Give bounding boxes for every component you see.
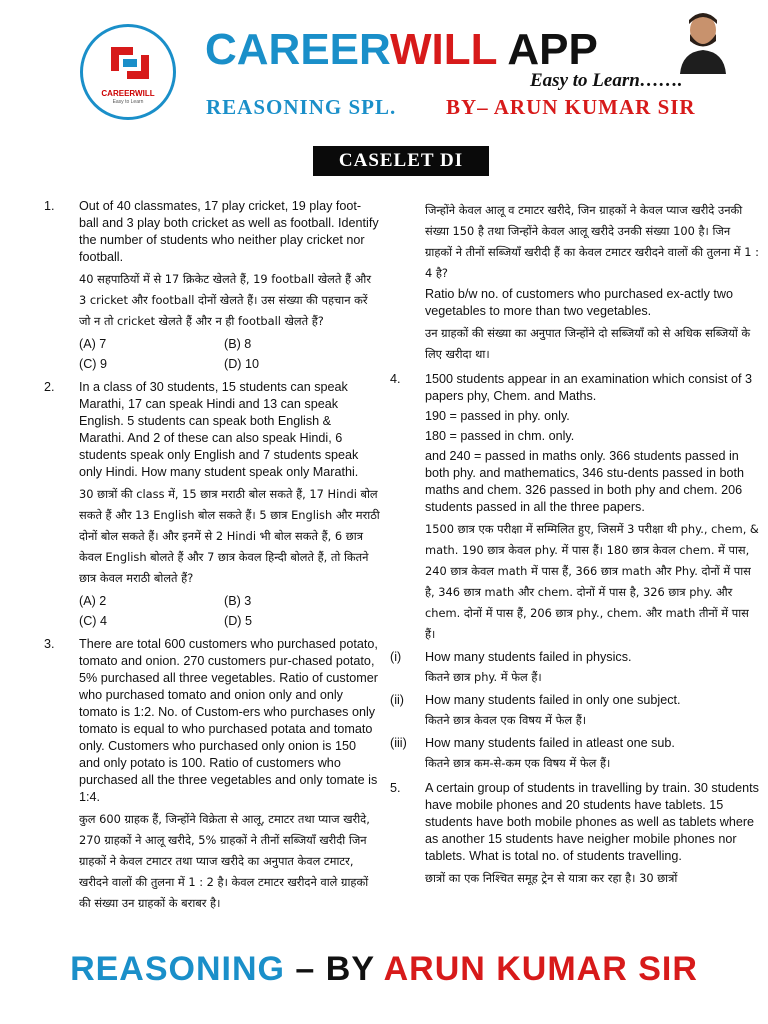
logo-mark-icon (109, 45, 151, 81)
sub-question-ii (390, 692, 760, 731)
logo-text: CAREERWILL (101, 89, 155, 98)
options (79, 593, 380, 630)
question-3 (44, 636, 380, 914)
question-text-en: A certain group of students in travelling by train. 30 students have mobile phones and 20 students have tablets. 15 students have both mobile phones as well as tablets where as another 15 students have neigher mobile phones nor tablets. What is total no. of students travelling. (425, 781, 759, 863)
app-title-career: CAREER (205, 25, 391, 74)
app-title-will: WILL (390, 25, 497, 74)
option-b: (B) 3 (224, 594, 252, 608)
question-text-hi: जिन्होंने केवल आलू व टमाटर खरीदे, जिन ग्राहकों ने केवल प्याज खरीदे उनकी संख्या 150 है तथा जिन्होंने केवल आलू खरीदे उनकी संख्या 100 है। जिन ग्राहकों ने तीनों सब्जियाँ खरीदी हैं का केवल टमाटर खरीदने वालों की तुलना में 1 : 4 है? (425, 203, 759, 280)
question-text-hi: छात्रों का एक निश्चित समूह ट्रेन से यात्रा कर रहा है। 30 छात्रों (425, 871, 678, 885)
careerwill-logo (80, 24, 176, 120)
sub-question-en: How many students failed in atleast one sub. (425, 736, 675, 750)
option-a: (A) 7 (79, 337, 107, 351)
question-1 (44, 198, 380, 373)
question-text-en: There are total 600 customers who purchased potato, tomato and onion. 270 customers pur-chased potato, 5% purchased all three vegetables. Ratio of customer who purchased tomato and onion only and only tomato is 1:2. No. of Custom-ers who purchases only tomato is equal to who purchased potata and tomato only. Customers who purchased only onion is 150 and only potato is 100. Ratio of customers who purchased all the three vegetables and only tomate is 1:4. (79, 637, 378, 804)
question-4 (390, 371, 760, 645)
question-line: 180 = passed in chm. only. (425, 429, 575, 443)
subject-label: REASONING SPL. (206, 95, 397, 119)
sub-question-hi: कितने छात्र कम-से-कम एक विषय में फेल हैं। (425, 756, 611, 770)
question-text-hi: 40 सहपाठियों में से 17 क्रिकेट खेलते हैं, 19 football खेलते हैं और 3 cricket और football दोनों खेलते हैं। उस संख्या की पहचान करें जो न तो cricket खेलते हैं और न ही football खेलते हैं? (79, 272, 371, 328)
question-2 (44, 379, 380, 630)
question-5 (390, 780, 760, 889)
topic-banner: CASELET DI (313, 146, 489, 176)
question-number: 3. (44, 637, 55, 651)
question-line: 190 = passed in phy. only. (425, 409, 570, 423)
logo-subtext: Easy to Learn (112, 99, 144, 105)
footer-author: ARUN KUMAR SIR (383, 950, 698, 988)
sub-question-en: Ratio b/w no. of customers who purchased ex-actly two vegetables to more than two vegetables. (425, 287, 733, 318)
right-column (390, 200, 760, 889)
footer-subject: REASONING (70, 950, 285, 988)
sub-question-number: (iii) (390, 736, 407, 750)
sub-question-en: How many students failed in physics. (425, 650, 632, 664)
sub-question-hi: कितने छात्र phy. में फेल हैं। (425, 670, 542, 684)
left-column (44, 198, 380, 914)
sub-question-number: (i) (390, 650, 402, 664)
question-3-continued (390, 200, 760, 365)
option-c: (C) 9 (79, 357, 107, 371)
question-text-hi: 30 छात्रों की class में, 15 छात्र मराठी बोल सकते हैं, 17 Hindi बोल सकते हैं और 13 English बोल सकते हैं। 5 छात्र English और मराठी दोनों बोल सकते हैं। और इनमें से 2 Hindi भी बोल सकते हैं, 6 छात्र केवल English बोलते हैं और 7 छात्र केवल हिन्दी बोलते हैं, तो कितने छात्र केवल मराठी बोलते हैं? (79, 487, 380, 585)
sub-question-hi: उन ग्राहकों की संख्या का अनुपात जिन्होंने दो सब्जियाँ को से अधिक सब्जियों के लिए खरीदा था। (425, 326, 751, 361)
question-text-en: 1500 students appear in an examination which consist of 3 papers phy, Chem. and Maths. (425, 372, 752, 403)
options (79, 336, 380, 373)
question-text-en: and 240 = passed in maths only. 366 students passed in both phy. and mathematics, 346 stu-dents passed in both maths and chem. 326 passed in both phy and chem. 206 students passed in all the three papers. (425, 449, 745, 514)
question-number: 4. (390, 372, 401, 386)
sub-question-iii (390, 735, 760, 774)
question-number: 1. (44, 199, 55, 213)
app-title (205, 26, 598, 74)
option-d: (D) 10 (224, 357, 259, 371)
footer-banner (0, 950, 768, 989)
tagline: Easy to Learn……. (530, 70, 683, 91)
sub-question-i (390, 649, 760, 688)
question-text-en: Out of 40 classmates, 17 play cricket, 19 play foot-ball and 3 play both cricket as well as football. Identify the number of students who neither play cricket nor football. (79, 199, 379, 264)
sub-question-en: How many students failed in only one subject. (425, 693, 681, 707)
question-number: 5. (390, 781, 401, 795)
option-c: (C) 4 (79, 614, 107, 628)
sub-question-number: (ii) (390, 693, 404, 707)
option-a: (A) 2 (79, 594, 107, 608)
question-text-en: In a class of 30 students, 15 students can speak Marathi, 17 can speak Hindi and 13 can speak English. 5 students can speak both English & Marathi. And 2 of these can also speak Hindi, 6 students speak only English and 7 students speak only Hindi. How many student speak only Marathi. (79, 380, 359, 479)
author-label: BY– ARUN KUMAR SIR (446, 95, 696, 119)
question-text-hi: कुल 600 ग्राहक हैं, जिन्होंने विक्रेता से आलू, टमाटर तथा प्याज खरीदे, 270 ग्राहकों ने आलू खरीदे, 5% ग्राहकों ने तीनों सब्जियाँ खरीदी जिन ग्राहकों ने केवल टमाटर तथा प्याज खरीदे का अनुपात केवल टमाटर, खरीदने वालों की तुलना में 1 : 2 है। केवल टमाटर खरीदने वाले ग्राहकों की संख्या उन ग्राहकों के बराबर है। (79, 812, 370, 910)
author-photo (676, 8, 730, 74)
sub-question-hi: कितने छात्र केवल एक विषय में फेल हैं। (425, 713, 587, 727)
footer-by: – BY (284, 950, 384, 988)
app-title-app: APP (496, 25, 598, 74)
option-b: (B) 8 (224, 337, 252, 351)
question-text-hi: 1500 छात्र एक परीक्षा में सम्मिलित हुए, जिसमें 3 परीक्षा थी phy., chem, & math. 190 छात्र केवल phy. में पास हैं। 180 छात्र केवल chem. में पास, 240 छात्र केवल math में पास हैं, 366 छात्र math और Phy. दोनों में पास है, 346 छात्र math और chem. दोनों में पास है, 326 छात्र phy. और chem. दोनों में पास हैं, 206 छात्र phy., chem. और math तीनों में पास हैं। (425, 522, 759, 641)
option-d: (D) 5 (224, 614, 252, 628)
question-number: 2. (44, 380, 55, 394)
